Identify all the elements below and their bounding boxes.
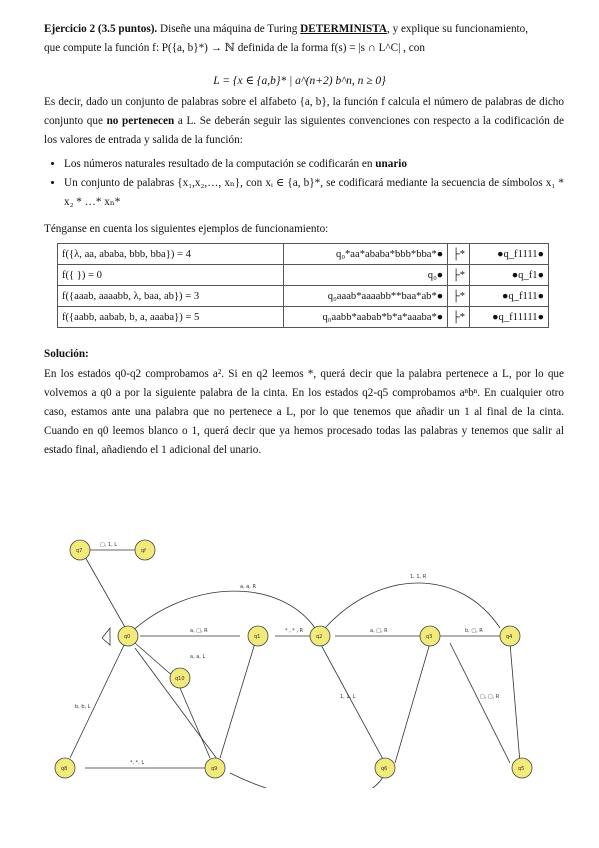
turing-machine-diagram [40,528,560,788]
example-input: q₀*aa*ababa*bbb*bba*● [284,244,448,265]
table-row [58,244,549,265]
edge-label: 1, 1, L [340,694,356,700]
function-definition: que compute la función f: P({a, b}*) → ℕ definida de la forma f(s) = |s ∩ L^C| , con [44,42,425,54]
derivation-symbol: ├* [448,307,470,328]
transition-edge [230,773,385,788]
transition-edge [135,648,220,763]
examples-table [57,243,549,328]
edge-label: 1, 1, R [410,574,427,580]
derivation-symbol: ├* [448,244,470,265]
state-label: q1 [254,634,261,640]
transition-edge [220,643,255,758]
table-row [58,265,549,286]
language-formula: L = {x ∈ {a,b}* | a^(n+2) b^n, n ≥ 0} [213,75,386,87]
derivation-symbol: ├* [448,265,470,286]
state-label: qf [141,548,146,554]
explanation-text: Es decir, dado un conjunto de palabras sobre el alfabeto {a, b}, la función f calcula el número de palabras de dicho conjunto que [44,96,564,127]
edge-label: a, a, L [190,654,206,660]
edge-label: b, b, L [75,704,91,710]
statement-text-2: , y explique su funcionamiento, [386,23,529,35]
transition-edge [80,548,130,636]
example-output: ●q_f1111● [470,244,549,265]
transition-edge [510,643,520,763]
explanation-paragraph [44,93,564,150]
state-label: q9 [211,766,218,772]
transition-edge [450,643,510,763]
example-input: q₀aabb*aabab*b*a*aaaba*● [284,307,448,328]
transition-edge [325,583,500,628]
transition-edge [70,643,125,758]
table-row [58,307,549,328]
example-output: ●q_f11111● [470,307,549,328]
edge-label: a, a, R [240,584,256,590]
edge-label: a, □, R [190,628,208,634]
state-label: q0 [124,634,131,640]
edge-label: □, □, R [480,694,500,700]
edge-label: b, □, R [465,628,483,634]
state-label: q5 [518,766,525,772]
solution-text: En los estados q0-q2 comprobamos a². Si en q2 leemos *, querá decir que la palabra pertenece a L, por lo que volvemos a q0 a por la siguiente palabra de la cinta. En los estados q2-q5 comprobamos aⁿbⁿ. En cualquier otro caso, estamos ante una palabra que no pertenece a L, por lo que tenemos que añadir un 1 al final de la cinta. Cuando en q0 leemos blanco o 1, querá decir que ya hemos procesado todas las palabras y tenemos que salir al estado final, añadiendo el 1 adicional del unario. [44,368,564,456]
transition-edge [130,591,315,633]
explanation-text-2: a L. Se deberán seguir las siguientes convenciones con respecto a la codificación de los valores de entrada y salida de la función: [44,115,564,146]
deterministic-keyword: DETERMINISTA [300,23,387,35]
exercise-statement [44,20,564,58]
bullet-unary [64,155,564,174]
state-label: q6 [381,766,388,772]
transition-edge [135,643,175,678]
edge-label: * , * , R [285,628,304,634]
example-function: f({ }) = 0 [58,265,284,286]
transition-edge [320,643,385,763]
transition-edge [180,688,210,758]
transition-edge [395,643,430,763]
solution-heading: Solución: [44,348,89,360]
no-pertenecen-bold: no pertenecen [106,115,175,127]
table-row [58,286,549,307]
start-arrow [102,628,110,645]
bullet-encoding: • Un conjunto de palabras {x₁,x₂,…, xₙ}, con xᵢ ∈ {a, b}*, se codificará mediante la secuencia de símbolos x₁ * x₂ * …* xₙ* [64,174,564,212]
example-function: f({aaab, aaaabb, λ, baa, ab}) = 3 [58,286,284,307]
state-label: q7 [76,548,83,554]
statement-text: Diseñe una máquina de Turing [157,23,301,35]
edge-label: *, *, L [130,760,145,766]
example-input: q₀● [284,265,448,286]
bullet1-bold: unario [375,158,407,170]
example-function: f({λ, aa, ababa, bbb, bba}) = 4 [58,244,284,265]
state-label: q2 [316,634,323,640]
example-function: f({aabb, aabab, b, a, aaaba}) = 5 [58,307,284,328]
convention-list [44,155,564,212]
state-label: q4 [506,634,513,640]
exercise-title: Ejercicio 2 (3.5 puntos). [44,23,158,35]
examples-intro: Ténganse en cuenta los siguientes ejemplos de funcionamiento: [44,223,329,235]
edge-label: a, □, R [370,628,388,634]
derivation-symbol: ├* [448,286,470,307]
example-output: ●q_f111● [470,286,549,307]
state-label: q10 [175,676,185,682]
example-output: ●q_f1● [470,265,549,286]
edge-label: □, 1, L [100,542,118,548]
bullet1-text: Los números naturales resultado de la computación se codificarán en [64,158,376,170]
state-label: q8 [61,766,68,772]
example-input: q₀aaab*aaaabb**baa*ab*● [284,286,448,307]
state-label: q3 [426,634,433,640]
